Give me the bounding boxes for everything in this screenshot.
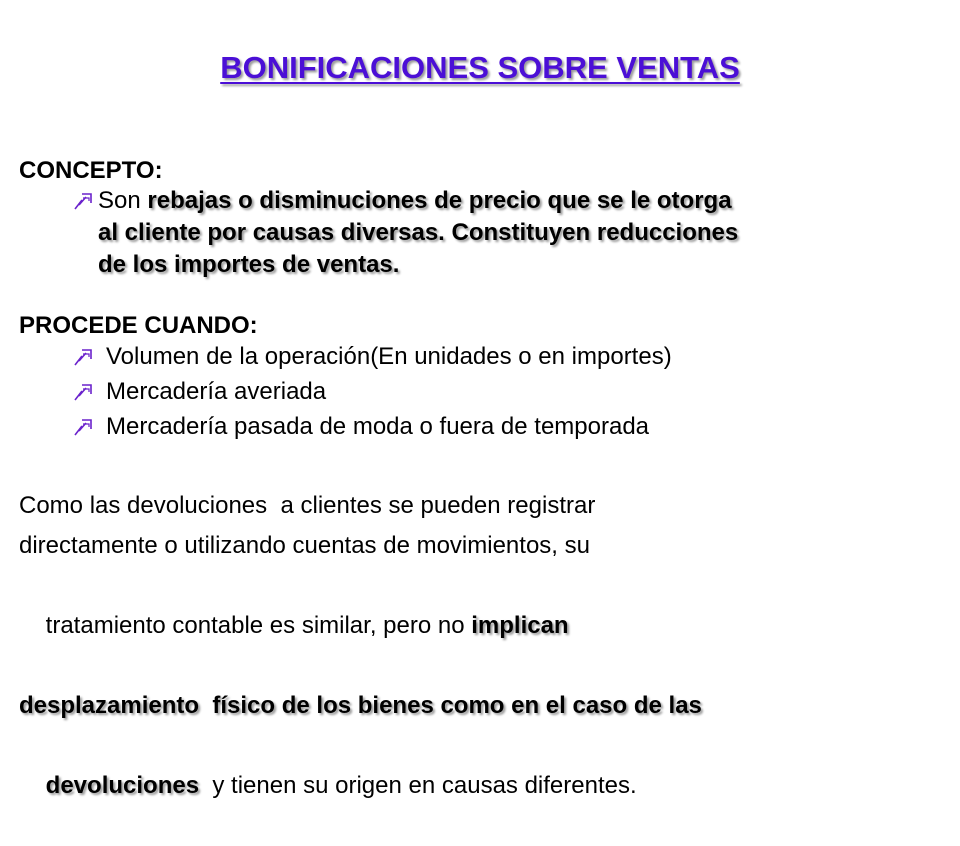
arrow-bullet-icon — [72, 346, 94, 368]
concepto-line-1: rebajas o disminuciones de precio que se le otorga — [147, 187, 732, 214]
list-item-label: Volumen de la operación(En unidades o en importes) — [106, 343, 672, 370]
arrow-bullet-icon — [72, 190, 94, 212]
paragraph-line-1: Como las devoluciones a clientes se pueden registrar — [19, 492, 596, 519]
paragraph-line-5-bold: devoluciones — [45, 772, 200, 799]
arrow-bullet-icon — [72, 416, 94, 438]
list-item-label: Mercadería averiada — [106, 378, 327, 405]
paragraph-line-2: directamente o utilizando cuentas de movimientos, su — [19, 532, 590, 559]
paragraph-line-3-plain: tratamiento contable es similar, pero no — [45, 612, 472, 639]
concepto-heading: CONCEPTO: — [19, 157, 163, 184]
paragraph-line-5 — [19, 726, 949, 846]
procede-heading: PROCEDE CUANDO: — [19, 312, 258, 339]
paragraph-line-4: desplazamiento físico de los bienes como en el caso de las — [19, 692, 702, 719]
concepto-line-2: al cliente por causas diversas. Constituyen reducciones — [98, 219, 739, 246]
concepto-definition — [98, 185, 738, 281]
paragraph-line-3-bold: implican — [471, 612, 569, 639]
list-item-label: Mercadería pasada de moda o fuera de temporada — [106, 413, 650, 440]
paragraph-line-5-plain: y tienen su origen en causas diferentes. — [199, 772, 637, 799]
closing-paragraph — [19, 486, 949, 846]
concepto-lead: Son — [98, 187, 148, 214]
concepto-line-3: de los importes de ventas. — [98, 251, 400, 278]
arrow-bullet-icon — [72, 381, 94, 403]
paragraph-line-3 — [19, 566, 949, 686]
slide-title: BONIFICACIONES SOBRE VENTAS — [220, 50, 740, 85]
